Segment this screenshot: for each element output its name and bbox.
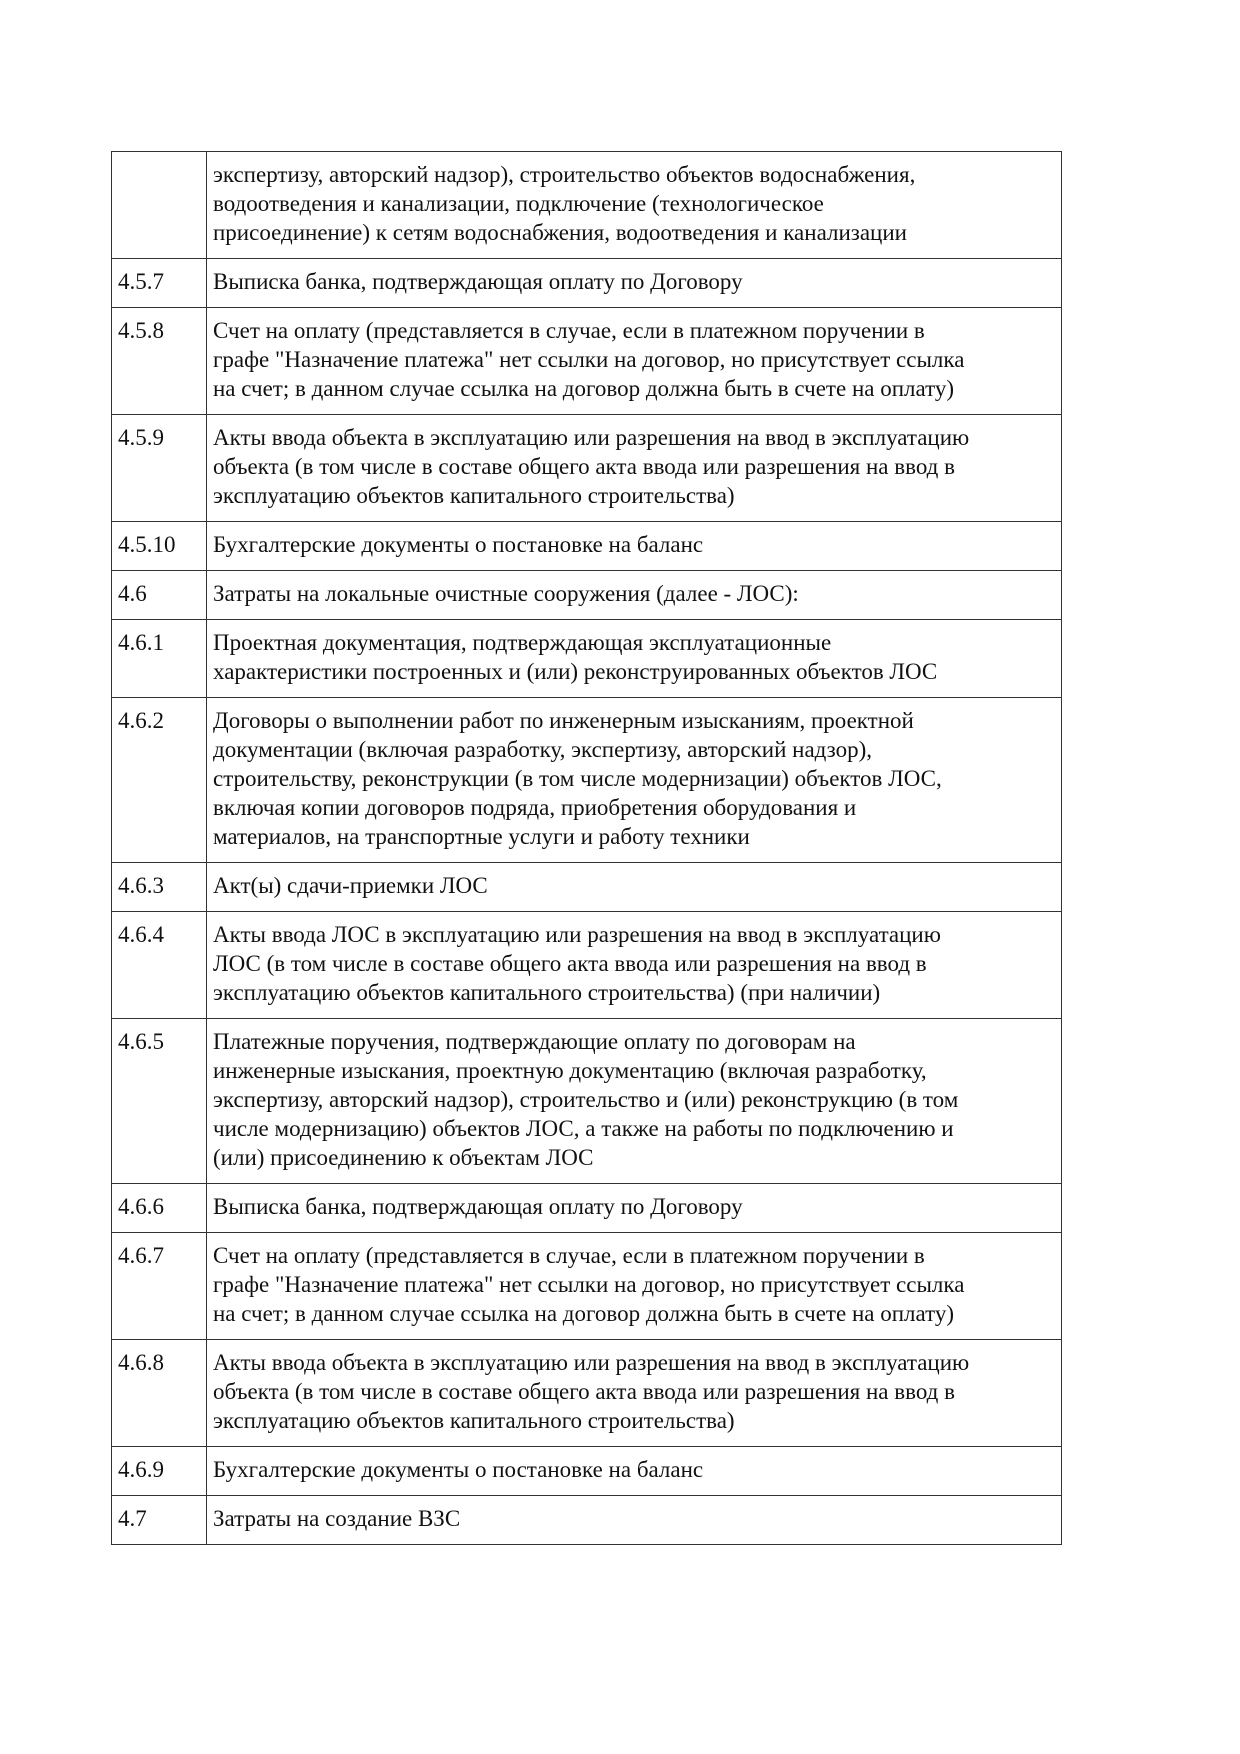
table-row [112, 571, 1062, 620]
description-line: инженерные изыскания, проектную документацию (включая разработку, [213, 1058, 927, 1083]
description-line: Счет на оплату (представляется в случае, если в платежном поручении в [213, 1243, 925, 1268]
item-number: 4.6.4 [112, 912, 207, 1019]
item-number: 4.5.9 [112, 415, 207, 522]
item-number: 4.6.2 [112, 698, 207, 863]
description-line: включая копии договоров подряда, приобретения оборудования и [213, 795, 857, 820]
documents-table [111, 151, 1062, 1545]
description-line: (или) присоединению к объектам ЛОС [213, 1145, 594, 1170]
description-line: Акты ввода объекта в эксплуатацию или разрешения на ввод в эксплуатацию [213, 425, 970, 450]
description-line: Бухгалтерские документы о постановке на баланс [213, 532, 704, 557]
item-number: 4.6.7 [112, 1233, 207, 1340]
description-line: Акты ввода ЛОС в эксплуатацию или разрешения на ввод в эксплуатацию [213, 922, 941, 947]
item-number: 4.6 [112, 571, 207, 620]
table-row [112, 1184, 1062, 1233]
description-line: материалов, на транспортные услуги и работу техники [213, 824, 750, 849]
description-line: характеристики построенных и (или) реконструированных объектов ЛОС [213, 659, 938, 684]
item-description [207, 620, 1062, 698]
item-description [207, 308, 1062, 415]
item-description [207, 863, 1062, 912]
item-number: 4.5.8 [112, 308, 207, 415]
description-line: эксплуатацию объектов капитального строительства) [213, 483, 735, 508]
item-description [207, 1019, 1062, 1184]
description-line: эксплуатацию объектов капитального строительства) [213, 1408, 735, 1433]
table-row [112, 1340, 1062, 1447]
item-description [207, 1447, 1062, 1496]
table-row [112, 620, 1062, 698]
table-row [112, 1447, 1062, 1496]
item-description [207, 415, 1062, 522]
description-line: экспертизу, авторский надзор), строительство и (или) реконструкцию (в том [213, 1087, 959, 1112]
description-line: эксплуатацию объектов капитального строительства) (при наличии) [213, 980, 881, 1005]
table-row [112, 1233, 1062, 1340]
item-description [207, 1340, 1062, 1447]
description-line: Акт(ы) сдачи-приемки ЛОС [213, 873, 488, 898]
description-line: Затраты на создание ВЗС [213, 1506, 461, 1531]
description-line: графе "Назначение платежа" нет ссылки на договор, но присутствует ссылка [213, 347, 965, 372]
description-line: объекта (в том числе в составе общего акта ввода или разрешения на ввод в [213, 1379, 955, 1404]
item-number: 4.6.3 [112, 863, 207, 912]
description-line: ЛОС (в том числе в составе общего акта ввода или разрешения на ввод в [213, 951, 927, 976]
table-row [112, 259, 1062, 308]
description-line: Платежные поручения, подтверждающие оплату по договорам на [213, 1029, 856, 1054]
item-number: 4.6.5 [112, 1019, 207, 1184]
item-description [207, 571, 1062, 620]
table-body [112, 152, 1062, 1545]
description-line: Счет на оплату (представляется в случае, если в платежном поручении в [213, 318, 925, 343]
item-description [207, 1233, 1062, 1340]
description-line: Выписка банка, подтверждающая оплату по Договору [213, 1194, 743, 1219]
table-row [112, 1019, 1062, 1184]
item-number: 4.7 [112, 1496, 207, 1545]
table-row [112, 415, 1062, 522]
description-line: Бухгалтерские документы о постановке на баланс [213, 1457, 704, 1482]
item-description [207, 1496, 1062, 1545]
item-number: 4.6.6 [112, 1184, 207, 1233]
description-line: экспертизу, авторский надзор), строительство объектов водоснабжения, [213, 162, 916, 187]
item-number [112, 152, 207, 259]
table-row [112, 308, 1062, 415]
item-number: 4.6.1 [112, 620, 207, 698]
description-line: документации (включая разработку, экспертизу, авторский надзор), [213, 737, 873, 762]
description-line: Акты ввода объекта в эксплуатацию или разрешения на ввод в эксплуатацию [213, 1350, 970, 1375]
description-line: Выписка банка, подтверждающая оплату по Договору [213, 269, 743, 294]
description-line: на счет; в данном случае ссылка на договор должна быть в счете на оплату) [213, 1301, 955, 1326]
item-description [207, 698, 1062, 863]
description-line: Затраты на локальные очистные сооружения (далее - ЛОС): [213, 581, 799, 606]
item-description [207, 259, 1062, 308]
table-row [112, 863, 1062, 912]
item-description [207, 522, 1062, 571]
description-line: строительству, реконструкции (в том числе модернизации) объектов ЛОС, [213, 766, 942, 791]
description-line: на счет; в данном случае ссылка на договор должна быть в счете на оплату) [213, 376, 955, 401]
item-number: 4.5.7 [112, 259, 207, 308]
item-description [207, 912, 1062, 1019]
table-row [112, 522, 1062, 571]
description-line: Договоры о выполнении работ по инженерным изысканиям, проектной [213, 708, 914, 733]
description-line: объекта (в том числе в составе общего акта ввода или разрешения на ввод в [213, 454, 955, 479]
description-line: присоединение) к сетям водоснабжения, водоотведения и канализации [213, 220, 907, 245]
item-number: 4.5.10 [112, 522, 207, 571]
table-row [112, 912, 1062, 1019]
item-description [207, 152, 1062, 259]
table-row [112, 152, 1062, 259]
item-number: 4.6.9 [112, 1447, 207, 1496]
item-description [207, 1184, 1062, 1233]
description-line: графе "Назначение платежа" нет ссылки на договор, но присутствует ссылка [213, 1272, 965, 1297]
table-row [112, 698, 1062, 863]
description-line: Проектная документация, подтверждающая эксплуатационные [213, 630, 832, 655]
description-line: числе модернизацию) объектов ЛОС, а также на работы по подключению и [213, 1116, 954, 1141]
item-number: 4.6.8 [112, 1340, 207, 1447]
table-row [112, 1496, 1062, 1545]
description-line: водоотведения и канализации, подключение (технологическое [213, 191, 824, 216]
